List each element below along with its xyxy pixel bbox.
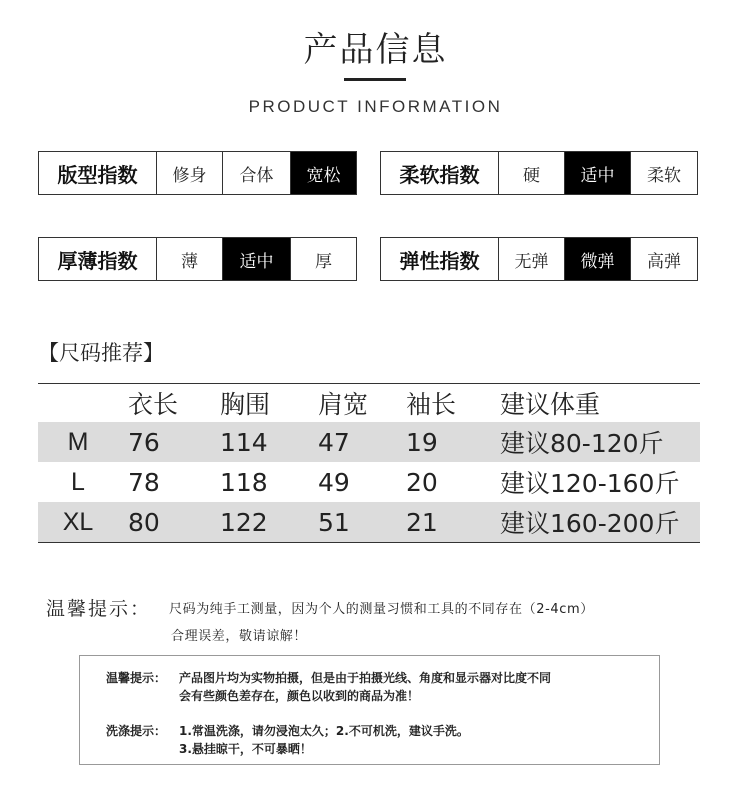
size-table bbox=[38, 383, 700, 543]
size-heading: 【尺码推荐】 bbox=[38, 341, 164, 365]
table-cell: 20 bbox=[406, 467, 438, 497]
table-cell: 80 bbox=[128, 507, 160, 537]
warm-notice-line2: 会有些颜色差存在，颜色以收到的商品为准！ bbox=[179, 689, 420, 703]
table-header-row bbox=[38, 384, 700, 422]
softness-option-medium: 适中 bbox=[565, 152, 631, 194]
thickness-option-thick: 厚 bbox=[315, 251, 332, 272]
header-cell: 建议体重 bbox=[500, 390, 601, 419]
notice-box bbox=[79, 655, 660, 765]
index-label: 柔软指数 bbox=[381, 152, 499, 194]
table-cell: 76 bbox=[128, 427, 160, 457]
table-cell: 114 bbox=[220, 427, 268, 457]
header-cell: 衣长 bbox=[128, 390, 179, 419]
size-cell: L bbox=[71, 467, 85, 496]
table-cell: 51 bbox=[318, 507, 350, 537]
table-cell: 建议120-160斤 bbox=[500, 469, 680, 498]
index-label: 弹性指数 bbox=[381, 238, 499, 280]
elasticity-option-slight: 微弹 bbox=[565, 238, 631, 280]
table-cell: 122 bbox=[220, 507, 268, 537]
thickness-index bbox=[38, 237, 357, 281]
table-cell: 49 bbox=[318, 467, 350, 497]
title-underline bbox=[344, 78, 406, 81]
table-cell: 建议80-120斤 bbox=[500, 429, 664, 458]
softness-option-hard: 硬 bbox=[499, 152, 565, 194]
table-row bbox=[38, 422, 700, 462]
table-cell: 21 bbox=[406, 507, 438, 537]
elasticity-option-none: 无弹 bbox=[499, 238, 565, 280]
table-cell: 47 bbox=[318, 427, 350, 457]
size-cell: XL bbox=[62, 507, 94, 536]
softness-index bbox=[380, 151, 698, 195]
table-bottom-rule bbox=[38, 542, 700, 543]
header-cell: 肩宽 bbox=[318, 390, 369, 419]
fit-option-regular: 合体 bbox=[223, 152, 291, 194]
table-row bbox=[38, 502, 700, 542]
fit-option-slim: 修身 bbox=[157, 152, 223, 194]
size-cell: M bbox=[67, 427, 89, 456]
header-cell: 袖长 bbox=[406, 390, 457, 419]
fit-index bbox=[38, 151, 357, 195]
tip-text-line2: 合理误差，敬请谅解！ bbox=[171, 629, 308, 644]
thickness-option-thin: 薄 bbox=[157, 238, 223, 280]
header-cell: 胸围 bbox=[220, 390, 271, 419]
elasticity-index bbox=[380, 237, 698, 281]
index-label: 版型指数 bbox=[39, 152, 157, 194]
wash-notice-line1: 1.常温洗涤，请勿浸泡太久；2.不可机洗，建议手洗。 bbox=[179, 724, 469, 738]
page-title: 产品信息 bbox=[303, 30, 448, 70]
tip-text-line1: 尺码为纯手工测量，因为个人的测量习惯和工具的不同存在（2-4cm） bbox=[169, 602, 594, 617]
index-label: 厚薄指数 bbox=[39, 238, 157, 280]
wash-notice-label: 洗涤提示： bbox=[106, 724, 167, 738]
elasticity-option-high: 高弹 bbox=[647, 251, 681, 272]
tip-label: 温馨提示： bbox=[46, 598, 152, 620]
warm-notice-label: 温馨提示： bbox=[106, 671, 167, 685]
wash-notice-line2: 3.悬挂晾干，不可暴晒！ bbox=[179, 742, 312, 756]
table-cell: 78 bbox=[128, 467, 160, 497]
fit-option-loose: 宽松 bbox=[291, 152, 356, 194]
warm-notice-line1: 产品图片均为实物拍摄，但是由于拍摄光线、角度和显示器对比度不同 bbox=[179, 671, 552, 685]
table-cell: 19 bbox=[406, 427, 438, 457]
table-cell: 118 bbox=[220, 467, 268, 497]
thickness-option-medium: 适中 bbox=[223, 238, 291, 280]
softness-option-soft: 柔软 bbox=[647, 165, 681, 186]
table-cell: 建议160-200斤 bbox=[500, 509, 680, 538]
table-row bbox=[38, 462, 700, 502]
page-subtitle: PRODUCT INFORMATION bbox=[248, 97, 503, 116]
